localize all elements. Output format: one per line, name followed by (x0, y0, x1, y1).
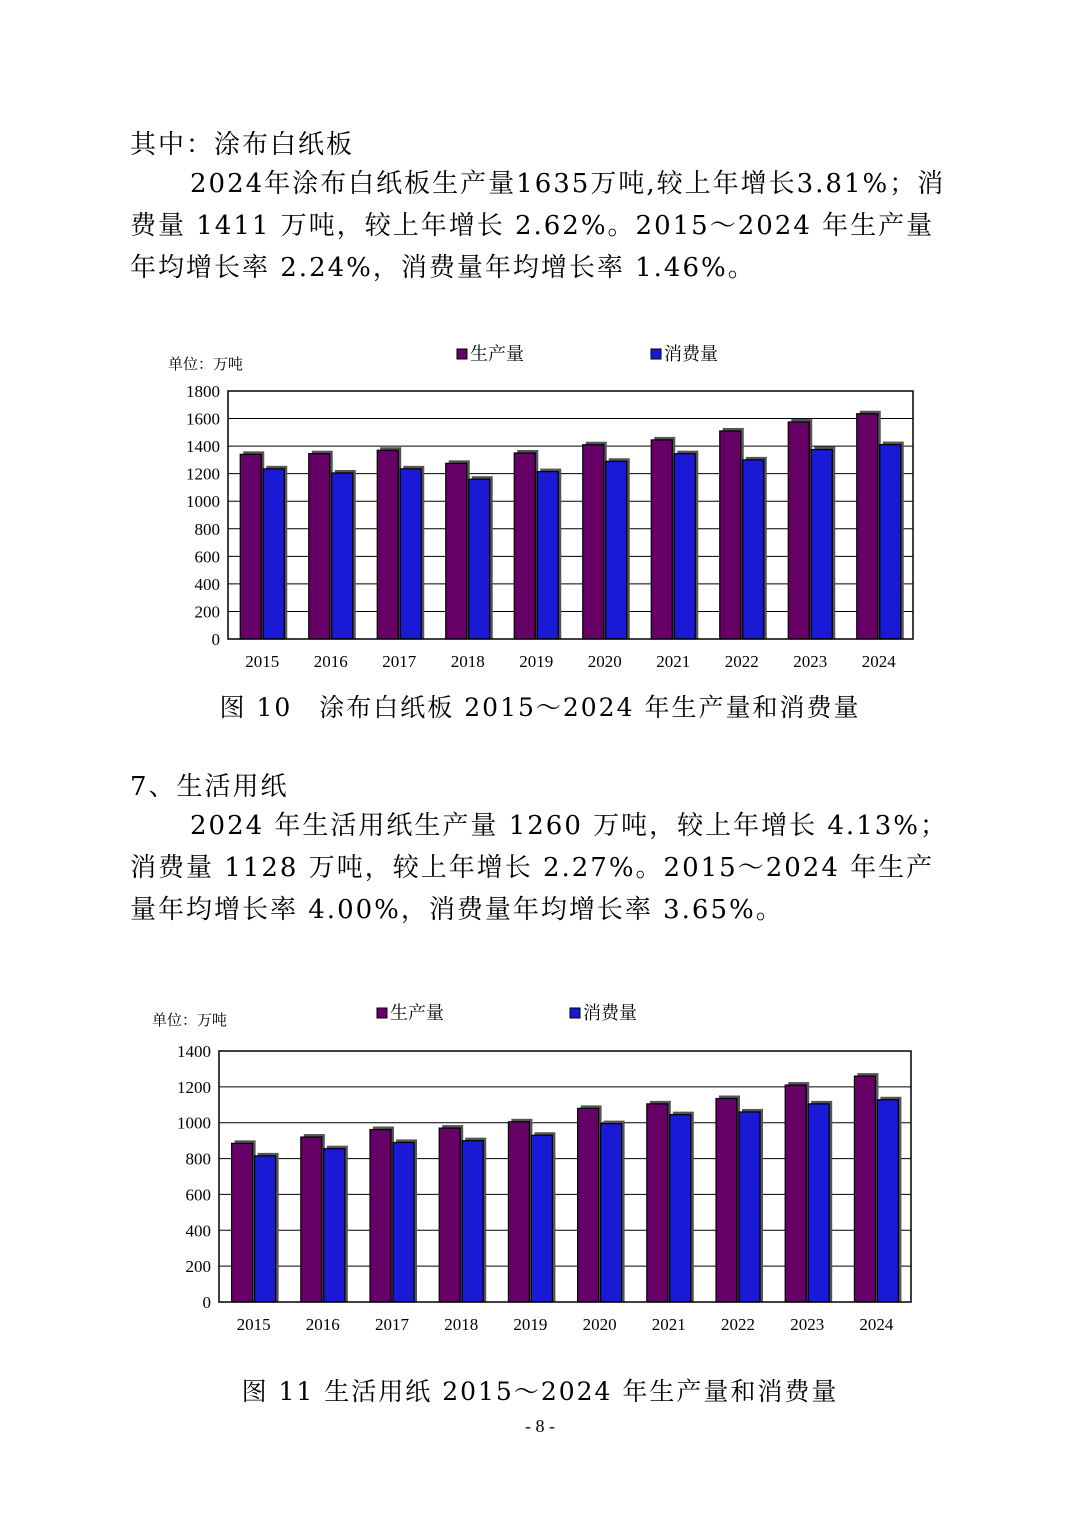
x-tick-label: 2023 (790, 1315, 825, 1334)
chart-household-paper (0, 990, 1080, 1350)
chart-coated-board (0, 330, 1080, 670)
y-tick-label: 0 (202, 1293, 211, 1312)
x-tick-label: 2022 (724, 652, 759, 671)
y-tick-label: 1000 (186, 492, 220, 512)
y-tick-label: 1800 (186, 382, 220, 401)
legend-swatch-0 (377, 1008, 387, 1018)
x-tick-label: 2022 (721, 1315, 755, 1334)
y-tick-label: 1000 (177, 1113, 211, 1133)
y-tick-label: 1200 (177, 1077, 211, 1097)
bar-consumption (537, 472, 558, 639)
y-tick-label: 800 (194, 519, 220, 539)
unit-label: 单位：万吨 (152, 1011, 228, 1029)
y-tick-label: 1200 (186, 464, 220, 484)
x-tick-label: 2015 (245, 652, 280, 671)
bar-consumption (255, 1156, 276, 1302)
bar-production (583, 445, 604, 639)
legend-swatch-0 (457, 349, 467, 359)
x-tick-label: 2023 (793, 652, 828, 671)
section1-paragraph: 2024年涂布白纸板生产量1635万吨,较上年增长3.81%；消费量 1411 万吨，较上年增长 2.62%。2015～2024 年生产量年均增长率 2.24%，消费量年均增长率 1.46%。 (130, 169, 946, 283)
bar-consumption (606, 461, 627, 639)
bar-production (788, 422, 809, 639)
bar-production (651, 440, 672, 639)
legend-swatch-1 (651, 349, 661, 359)
bar-production (370, 1130, 391, 1302)
legend-swatch-1 (570, 1008, 580, 1018)
x-tick-label: 2024 (859, 1315, 894, 1334)
bar-consumption (670, 1115, 691, 1302)
x-tick-label: 2021 (651, 1315, 686, 1334)
legend-label-1: 消费量 (664, 344, 718, 365)
bar-consumption (877, 1100, 898, 1302)
section1-heading: 其中：涂布白纸板 (130, 130, 355, 160)
bar-consumption (400, 469, 421, 639)
bar-consumption (332, 473, 353, 639)
bar-consumption (739, 1112, 760, 1302)
bar-production (508, 1122, 529, 1302)
bar-production (232, 1143, 253, 1302)
y-tick-label: 200 (185, 1257, 211, 1277)
y-tick-label: 1600 (186, 409, 220, 429)
bar-production (377, 450, 398, 639)
y-tick-label: 0 (211, 630, 220, 649)
legend-label-0: 生产量 (390, 1003, 444, 1024)
x-tick-label: 2017 (382, 652, 417, 671)
bar-consumption (393, 1142, 414, 1302)
bar-consumption (811, 450, 832, 639)
bar-production (240, 454, 261, 639)
bar-production (720, 431, 741, 639)
bar-consumption (808, 1104, 829, 1302)
bar-consumption (601, 1124, 622, 1302)
bar-production (439, 1128, 460, 1302)
bar-consumption (469, 479, 490, 639)
bar-production (514, 453, 535, 639)
y-tick-label: 1400 (186, 437, 220, 457)
bar-production (309, 454, 330, 639)
x-tick-label: 2015 (236, 1315, 271, 1334)
x-tick-label: 2018 (450, 652, 485, 671)
y-tick-label: 400 (194, 574, 220, 594)
x-tick-label: 2016 (313, 652, 348, 671)
bar-production (716, 1099, 737, 1302)
section2-paragraph: 2024 年生活用纸生产量 1260 万吨，较上年增长 4.13%；消费量 1128 万吨，较上年增长 2.27%。2015～2024 年生产量年均增长率 4.00%，消费量年均增长率 3.65%。 (130, 811, 948, 925)
x-tick-label: 2017 (375, 1315, 409, 1334)
x-tick-label: 2020 (587, 652, 622, 671)
bar-production (857, 414, 878, 639)
y-tick-label: 1400 (177, 1042, 211, 1061)
bar-consumption (462, 1141, 483, 1302)
bar-production (578, 1108, 599, 1302)
legend-label-1: 消费量 (583, 1003, 637, 1024)
x-tick-label: 2016 (305, 1315, 340, 1334)
y-tick-label: 400 (185, 1221, 211, 1241)
bar-production (785, 1085, 806, 1302)
bar-production (446, 463, 467, 639)
x-tick-label: 2019 (513, 1315, 548, 1334)
x-tick-label: 2020 (582, 1315, 617, 1334)
y-tick-label: 200 (194, 602, 220, 622)
x-tick-label: 2018 (444, 1315, 479, 1334)
bar-production (854, 1076, 875, 1302)
figure10-caption: 图 10 涂布白纸板 2015～2024 年生产量和消费量 (219, 693, 861, 722)
bar-production (647, 1104, 668, 1302)
bar-consumption (531, 1135, 552, 1302)
y-tick-label: 800 (185, 1149, 211, 1169)
bar-consumption (880, 445, 901, 639)
y-tick-label: 600 (185, 1185, 211, 1205)
bar-consumption (674, 454, 695, 639)
page-number: - 8 - (525, 1416, 555, 1436)
x-tick-label: 2019 (519, 652, 554, 671)
bar-production (301, 1137, 322, 1302)
section2-heading: 7、生活用纸 (130, 772, 289, 802)
y-tick-label: 600 (194, 547, 220, 567)
bar-consumption (324, 1149, 345, 1302)
unit-label: 单位：万吨 (168, 355, 244, 373)
x-tick-label: 2024 (861, 652, 896, 671)
bar-consumption (263, 469, 284, 639)
bar-consumption (743, 460, 764, 639)
figure11-caption: 图 11 生活用纸 2015～2024 年生产量和消费量 (241, 1377, 839, 1406)
legend-label-0: 生产量 (470, 344, 524, 365)
x-tick-label: 2021 (656, 652, 691, 671)
